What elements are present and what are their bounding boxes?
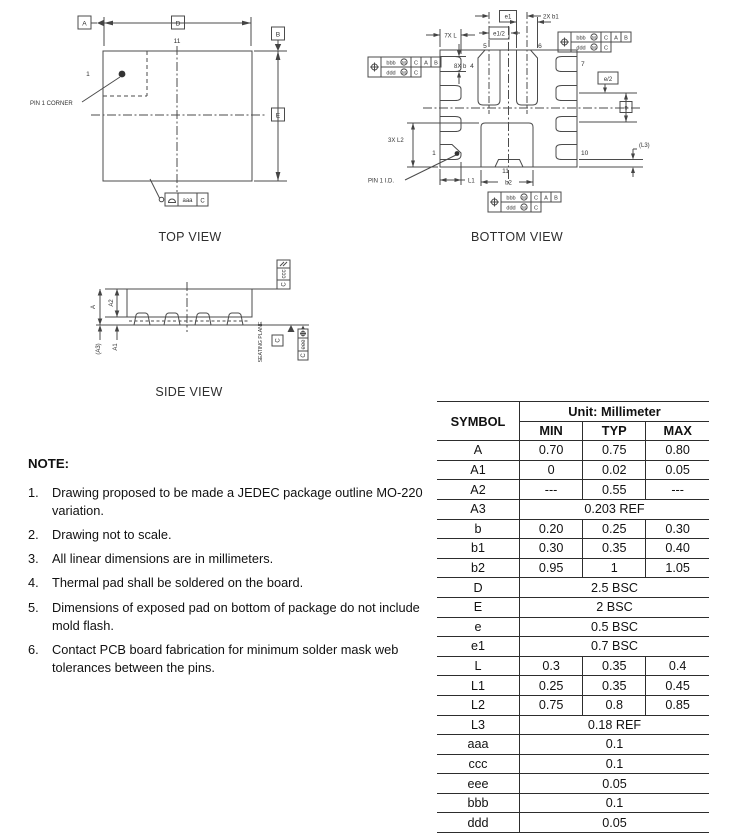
side-view-drawing: [55, 252, 325, 407]
pin1-marker-dot: [119, 71, 126, 78]
symbol-cell: ddd: [437, 813, 520, 833]
e1-half-label: e1/2: [493, 31, 505, 38]
datum-b-label: B: [275, 31, 281, 39]
min-cell: 0.3: [520, 656, 583, 676]
span-cell: 0.1: [520, 793, 710, 813]
bottom-view-title: BOTTOM VIEW: [471, 230, 563, 244]
top-view-lines: [91, 17, 287, 205]
datum-a-label: A: [82, 20, 87, 28]
note-item: [28, 484, 428, 520]
symbol-cell: b1: [437, 539, 520, 559]
max-cell: 1.05: [646, 558, 709, 578]
table-row: [437, 558, 709, 578]
min-cell: 0.70: [520, 441, 583, 461]
top-view-drawing: [25, 2, 305, 252]
eee-tolerance: eee: [301, 339, 307, 350]
datum-b-triangle: [275, 44, 281, 51]
max-cell: 0.40: [646, 539, 709, 559]
datum-a-triangle: [97, 20, 104, 26]
table-row: [437, 519, 709, 539]
pin4-label: 4: [470, 62, 474, 70]
b2-label: b2: [505, 180, 512, 187]
l1-label: L1: [468, 178, 475, 185]
symbol-cell: b: [437, 519, 520, 539]
table-row: [437, 793, 709, 813]
pin6-label: 6: [538, 43, 542, 50]
count-b-label: 8X b: [454, 63, 467, 70]
pin11-label: 11: [173, 38, 181, 45]
side-view-lines: [96, 260, 309, 363]
typ-cell: 0.25: [583, 519, 646, 539]
table-header-row: [437, 402, 709, 422]
span-cell: 0.05: [520, 774, 710, 794]
typ-header: TYP: [583, 421, 646, 441]
top-view-title: TOP VIEW: [158, 230, 222, 244]
fcf-leader: [150, 179, 160, 198]
position-tolerance-frame: [488, 192, 561, 212]
notes-section: [28, 455, 428, 683]
span-cell: 2 BSC: [520, 597, 710, 617]
min-cell: 0.75: [520, 695, 583, 715]
fcf-leader-circle: [159, 197, 164, 202]
table-row: [437, 480, 709, 500]
note-number: 5.: [28, 599, 39, 615]
symbol-cell: A1: [437, 460, 520, 480]
seating-plane-label: SEATING PLANE: [258, 321, 264, 363]
span-cell: 0.203 REF: [520, 499, 710, 519]
span-cell: 0.7 BSC: [520, 637, 710, 657]
note-text: Drawing not to scale.: [52, 527, 172, 543]
e-label: e: [624, 105, 628, 112]
span-cell: 0.05: [520, 813, 710, 833]
table-row: [437, 656, 709, 676]
span-cell: 0.1: [520, 754, 710, 774]
pin5-label: 5: [483, 43, 487, 50]
eee-datum: C: [301, 353, 307, 358]
pin7-label: 7: [581, 61, 585, 68]
span-cell: 0.1: [520, 735, 710, 755]
max-cell: 0.05: [646, 460, 709, 480]
datum-boxes: [78, 16, 285, 121]
l3-label: (L3): [639, 143, 650, 149]
pin1-id-label: PIN 1 I.D.: [368, 178, 395, 185]
bottom-view-drawing: bbb M C A B ddd M C e1 e1/2 7X L 2X b1 5 6 7 8X b 4 e/2 e (L3) 10 3X L2 1 PIN 1 I.D. L1 11 b2 BOTTOM VIEW: [368, 4, 650, 244]
table-row: [437, 441, 709, 461]
min-cell: 0: [520, 460, 583, 480]
symbol-cell: e1: [437, 637, 520, 657]
table-row: [437, 460, 709, 480]
aaa-datum: C: [200, 198, 205, 205]
note-item: [28, 599, 428, 635]
table-row: [437, 676, 709, 696]
position-tolerance-frame: [368, 57, 441, 77]
thermal-pad: [481, 123, 533, 167]
note-text: Drawing proposed to be made a JEDEC package outline MO-220 variation.: [52, 484, 423, 518]
symbol-cell: E: [437, 597, 520, 617]
symbol-cell: L1: [437, 676, 520, 696]
max-cell: 0.30: [646, 519, 709, 539]
dim-e-label: E: [275, 112, 281, 120]
pin1-corner-leader: [82, 77, 120, 102]
typ-cell: 0.02: [583, 460, 646, 480]
max-cell: 0.45: [646, 676, 709, 696]
note-text: Thermal pad shall be soldered on the board.: [52, 575, 304, 591]
table-row: [437, 597, 709, 617]
a3-label: (A3): [96, 343, 102, 355]
a-label: A: [91, 304, 97, 310]
min-cell: 0.25: [520, 676, 583, 696]
min-cell: ---: [520, 480, 583, 500]
position-tolerance-frame: [558, 32, 631, 52]
typ-cell: 0.8: [583, 695, 646, 715]
typ-cell: 0.55: [583, 480, 646, 500]
symbol-header: SYMBOL: [437, 402, 520, 441]
table-row: [437, 637, 709, 657]
count-b1-label: 2X b1: [543, 14, 559, 21]
symbol-cell: eee: [437, 774, 520, 794]
pin1-corner-label: PIN 1 CORNER: [30, 101, 73, 107]
profile-tolerance-frame: [165, 193, 208, 206]
symbol-cell: L3: [437, 715, 520, 735]
symbol-cell: A3: [437, 499, 520, 519]
side-view-arrows: [98, 289, 305, 332]
ccc-tolerance: ccc: [281, 269, 288, 279]
typ-cell: 0.35: [583, 676, 646, 696]
notes-heading: NOTE:: [28, 456, 70, 471]
typ-cell: 0.75: [583, 441, 646, 461]
symbol-cell: e: [437, 617, 520, 637]
symbol-cell: aaa: [437, 735, 520, 755]
symbol-cell: b2: [437, 558, 520, 578]
note-item: [28, 641, 428, 677]
top-view-arrows: [97, 20, 281, 181]
table-row: [437, 578, 709, 598]
count-l-label: 7X L: [444, 33, 457, 40]
profile-surface-icon: [169, 199, 176, 202]
pin10-label: 10: [581, 150, 589, 157]
min-cell: 0.30: [520, 539, 583, 559]
pin1-label: 1: [86, 71, 90, 78]
note-item: [28, 574, 428, 592]
max-cell: 0.85: [646, 695, 709, 715]
max-header: MAX: [646, 421, 709, 441]
typ-cell: 0.35: [583, 656, 646, 676]
note-text: Contact PCB board fabrication for minimum solder mask web tolerances between the pins.: [52, 641, 399, 675]
e-extension-lines: [254, 51, 287, 181]
min-cell: 0.20: [520, 519, 583, 539]
symbol-cell: bbb: [437, 793, 520, 813]
datum-c-triangle: [288, 325, 295, 332]
note-number: 6.: [28, 641, 39, 657]
datum-c-label: C: [275, 338, 282, 343]
table-row: [437, 695, 709, 715]
dimension-table: [437, 401, 709, 833]
table-row: [437, 715, 709, 735]
symbol-cell: L2: [437, 695, 520, 715]
pin11-label: 11: [502, 168, 509, 175]
note-item: [28, 526, 428, 544]
note-number: 4.: [28, 575, 39, 591]
table-row: [437, 539, 709, 559]
note-item: [28, 550, 428, 568]
parallelism-icon: [280, 262, 287, 266]
table-row: [437, 617, 709, 637]
unit-header: Unit: Millimeter: [520, 402, 710, 422]
a2-label: A2: [109, 299, 115, 307]
span-cell: 2.5 BSC: [520, 578, 710, 598]
note-text: Dimensions of exposed pad on bottom of package do not include mold flash.: [52, 599, 420, 633]
note-number: 1.: [28, 484, 39, 500]
pin1-label: 1: [432, 150, 436, 157]
table-row: [437, 774, 709, 794]
symbol-cell: D: [437, 578, 520, 598]
symbol-cell: A2: [437, 480, 520, 500]
e1-label: e1: [504, 14, 512, 21]
typ-cell: 0.35: [583, 539, 646, 559]
span-cell: 0.5 BSC: [520, 617, 710, 637]
side-view-title: SIDE VIEW: [155, 385, 223, 399]
max-cell: 0.4: [646, 656, 709, 676]
max-cell: ---: [646, 480, 709, 500]
table-row: [437, 735, 709, 755]
note-number: 3.: [28, 551, 39, 567]
typ-cell: 1: [583, 558, 646, 578]
a1-label: A1: [113, 343, 119, 351]
min-cell: 0.95: [520, 558, 583, 578]
table-row: [437, 754, 709, 774]
note-number: 2.: [28, 527, 39, 543]
span-cell: 0.18 REF: [520, 715, 710, 735]
count-l2-label: 3X L2: [388, 138, 404, 144]
e-half-label: e/2: [603, 76, 613, 83]
ccc-datum: C: [281, 282, 288, 287]
symbol-cell: A: [437, 441, 520, 461]
symbol-cell: ccc: [437, 754, 520, 774]
pin1-id-dot: [455, 151, 460, 156]
max-cell: 0.80: [646, 441, 709, 461]
min-header: MIN: [520, 421, 583, 441]
symbol-cell: L: [437, 656, 520, 676]
note-text: All linear dimensions are in millimeters.: [52, 551, 274, 567]
table-row: [437, 813, 709, 833]
aaa-tolerance: aaa: [182, 198, 193, 204]
table-row: [437, 499, 709, 519]
dim-d-label: D: [175, 20, 181, 28]
